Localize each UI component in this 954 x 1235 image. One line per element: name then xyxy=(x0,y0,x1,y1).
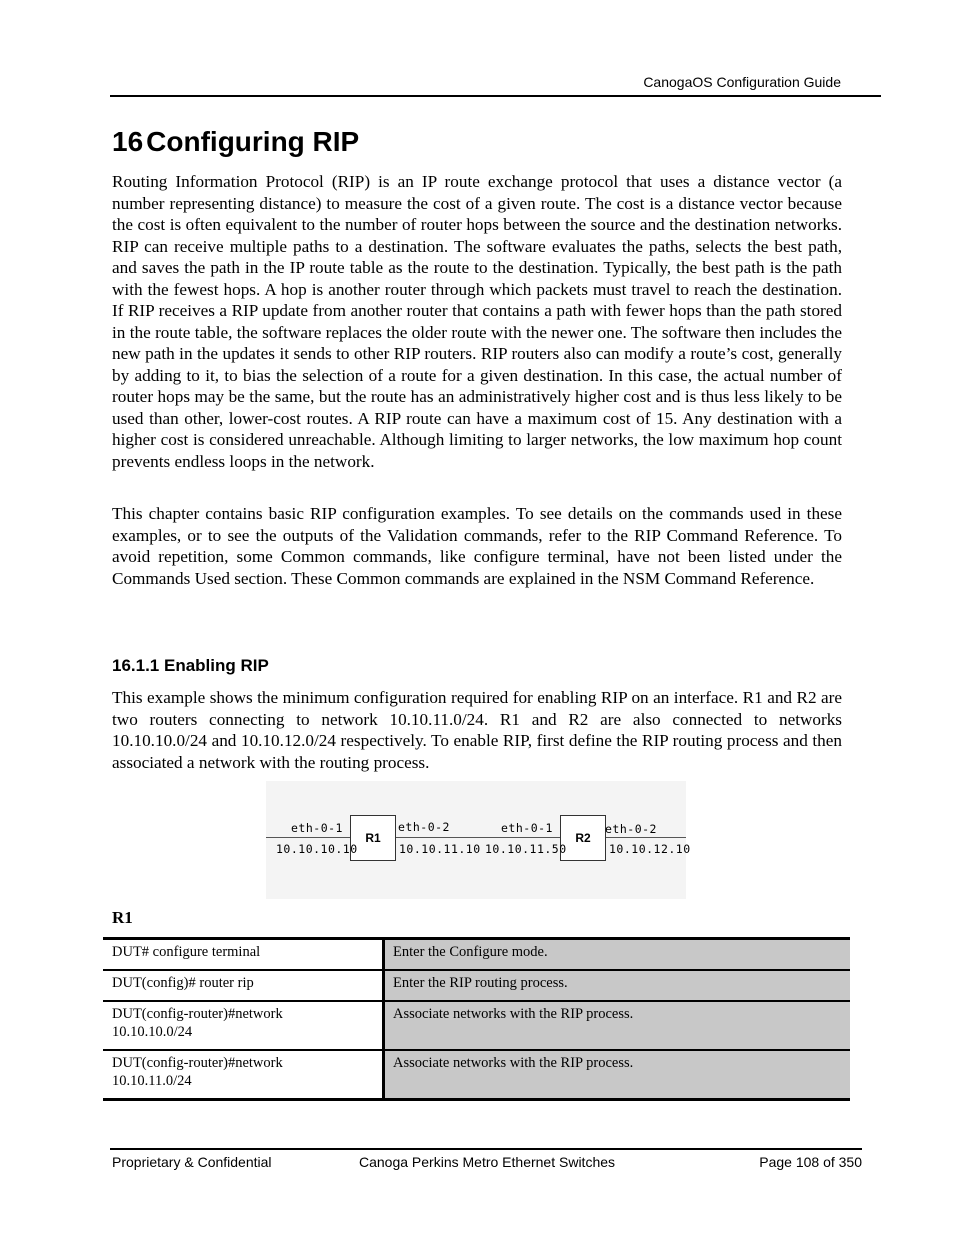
router-r1: R1 xyxy=(350,815,396,861)
table-row xyxy=(103,1050,850,1100)
command-line: DUT(config-router)#network xyxy=(112,1006,283,1022)
link-right xyxy=(606,837,686,838)
command-cell: DUT(config)# router rip xyxy=(103,970,384,1001)
r2-right-ip-label: 10.10.12.10 xyxy=(609,842,691,856)
r2-left-ip-label: 10.10.11.50 xyxy=(485,842,567,856)
description-cell: Enter the Configure mode. xyxy=(384,939,851,971)
command-line: 10.10.10.0/24 xyxy=(112,1024,193,1040)
footer-rule xyxy=(110,1148,862,1150)
table-row xyxy=(103,970,850,1001)
description-cell: Associate networks with the RIP process. xyxy=(384,1050,851,1100)
intro-paragraph-2: This chapter contains basic RIP configuration examples. To see details on the commands used in these examples, or to see the outputs of the Validation commands, refer to the RIP Command Reference. To avoid repetition, some Common commands, like configure terminal, have not been listed under the Commands Used section. These Common commands are explained in the NSM Command Reference. xyxy=(112,504,842,588)
r1-right-iface-label: eth-0-2 xyxy=(398,820,450,834)
section-paragraph: This example shows the minimum configuration required for enabling RIP on an interface. R1 and R2 are two routers connecting to network 10.10.11.0/24. R1 and R2 are also connected to networks 10.10.10.0/24 and 10.10.12.0/24 respectively. To enable RIP, first define the RIP routing process and then associated a network with the routing process. xyxy=(112,688,842,772)
command-line: 10.10.11.0/24 xyxy=(112,1073,192,1089)
router-r2: R2 xyxy=(560,815,606,861)
network-diagram xyxy=(266,781,691,899)
link-left xyxy=(266,837,350,838)
description-cell: Associate networks with the RIP process. xyxy=(384,1001,851,1050)
chapter-title-text: Configuring RIP xyxy=(146,126,360,157)
header-rule xyxy=(110,95,881,97)
table-row xyxy=(103,1001,850,1050)
footer-product: Canoga Perkins Metro Ethernet Switches xyxy=(359,1154,616,1170)
chapter-title xyxy=(112,126,359,158)
r1-left-ip-label: 10.10.10.10 xyxy=(276,842,358,856)
footer-confidential: Proprietary & Confidential xyxy=(112,1154,272,1170)
chapter-number: 16 xyxy=(112,126,144,157)
table-row xyxy=(103,939,850,971)
command-table xyxy=(103,937,850,1101)
config-device-label: R1 xyxy=(112,908,133,927)
section-title: 16.1.1 Enabling RIP xyxy=(112,656,269,675)
running-header: CanogaOS Configuration Guide xyxy=(643,74,841,90)
r2-right-iface-label: eth-0-2 xyxy=(605,822,657,836)
command-line: DUT(config-router)#network xyxy=(112,1055,283,1071)
r1-left-iface-label: eth-0-1 xyxy=(291,821,343,835)
link-middle xyxy=(396,837,560,838)
description-cell: Enter the RIP routing process. xyxy=(384,970,851,1001)
intro-paragraph-1: Routing Information Protocol (RIP) is an IP route exchange protocol that uses a distance vector (a number representing distance) to measure the cost of a given route. The cost is a distance vector because the cost is often equivalent to the number of router hops between the source and the destination networks. RIP can receive multiple paths to a destination. The software evaluates the paths, selects the best path, and saves the path in the IP route table as the route to the destination. Typically, the best path is the path with the fewest hops. A hop is another router through which packets must travel to reach the destination. If RIP receives a RIP update from another router that contains a path with fewer hops than the path stored in the route table, the software replaces the older route with the newer one. The software then includes the new path in the updates it sends to other RIP routers. RIP routers also can modify a route’s cost, generally by adding to it, to bias the selection of a route for a given destination. In this case, the actual number of router hops may be the same, but the route has an administratively higher cost and is thus less likely to be used than other, lower-cost routes. A RIP route can have a maximum cost of 15. Any destination with a higher cost is considered unreachable. Although limiting to larger networks, the low maximum hop count prevents endless loops in the network. xyxy=(112,172,842,471)
command-cell xyxy=(103,1001,384,1050)
r2-left-iface-label: eth-0-1 xyxy=(501,821,553,835)
command-cell: DUT# configure terminal xyxy=(103,939,384,971)
command-cell xyxy=(103,1050,384,1100)
footer-page-number: Page 108 of 350 xyxy=(759,1154,862,1170)
r1-right-ip-label: 10.10.11.10 xyxy=(399,842,481,856)
